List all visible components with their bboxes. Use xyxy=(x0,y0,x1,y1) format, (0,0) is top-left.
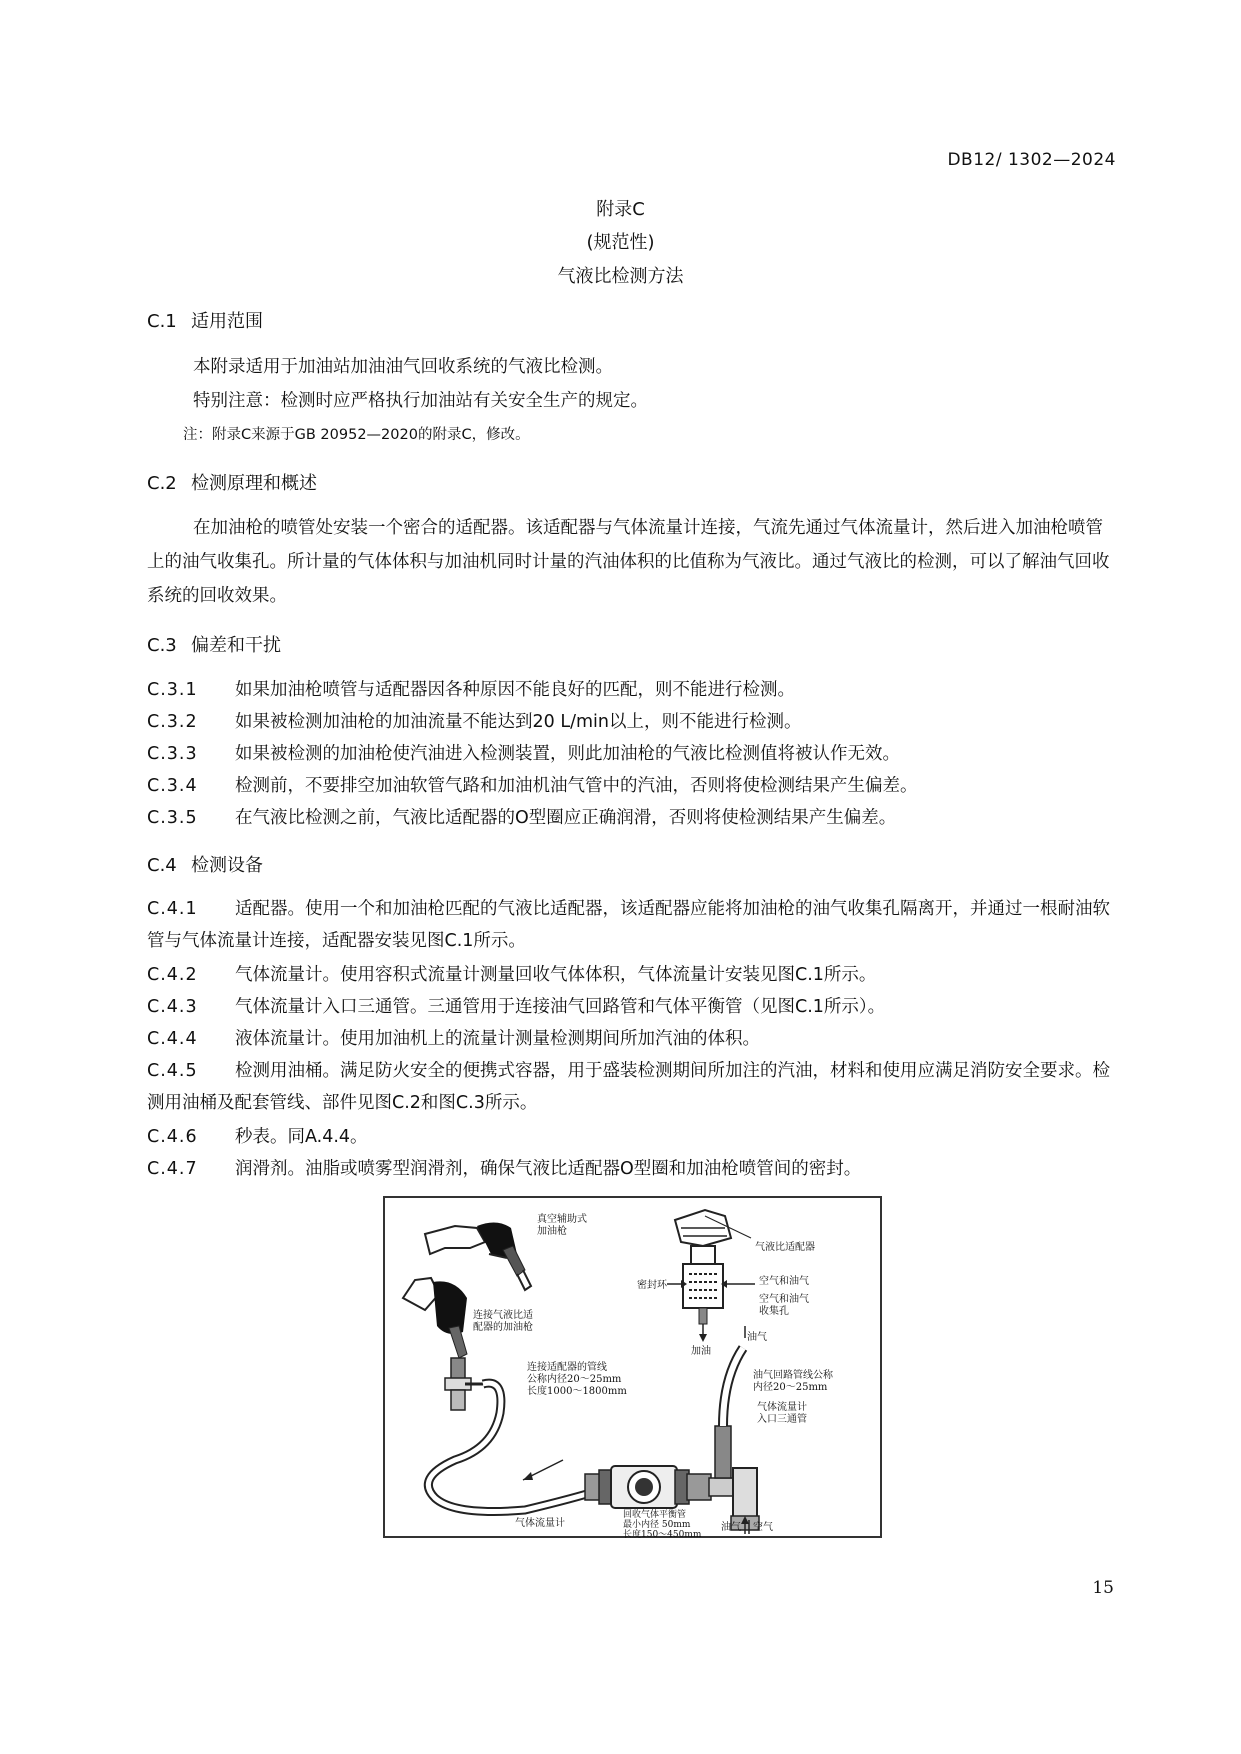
label-vacuum-nozzle: 真空辅助式 加油枪 xyxy=(537,1214,587,1237)
section-title: 检测原理和概述 xyxy=(191,473,317,494)
clause-text: 秒表。同A.4.4。 xyxy=(235,1127,368,1147)
appendix-title: 附录C xyxy=(596,199,645,220)
label-seal-ring: 密封环 xyxy=(637,1280,667,1291)
gas-flowmeter-illustration xyxy=(585,1326,759,1530)
section-c1-paragraph-2: 特别注意：检测时应严格执行加油站有关安全生产的规定。 xyxy=(193,391,648,411)
section-c2-heading xyxy=(147,469,317,495)
section-c1-note: 注：附录C来源于GB 20952—2020的附录C，修改。 xyxy=(183,427,530,443)
clause-number: C.3.1 xyxy=(147,680,198,700)
figure-c1-gas-liquid-ratio-setup xyxy=(383,1196,882,1538)
clause-text: 液体流量计。使用加油机上的流量计测量检测期间所加汽油的体积。 xyxy=(235,1029,760,1049)
clause-text: 如果被检测加油枪的加油流量不能达到20 L/min以上，则不能进行检测。 xyxy=(235,712,802,732)
clause-text: 气体流量计入口三通管。三通管用于连接油气回路管和气体平衡管（见图C.1所示）。 xyxy=(235,997,886,1017)
section-c1-paragraph-1: 本附录适用于加油站加油油气回收系统的气液比检测。 xyxy=(193,357,613,377)
clause-text: 在气液比检测之前，气液比适配器的O型圈应正确润滑，否则将使检测结果产生偏差。 xyxy=(235,808,897,828)
section-title: 适用范围 xyxy=(191,311,263,332)
clause-c4-2 xyxy=(147,959,1117,991)
clause-number: C.4.2 xyxy=(147,965,198,985)
section-title: 检测设备 xyxy=(191,855,263,876)
appendix-nature: (规范性) xyxy=(586,232,655,253)
clause-number: C.3.3 xyxy=(147,744,198,764)
clause-c4-4 xyxy=(147,1023,1117,1055)
clause-number: C.3.4 xyxy=(147,776,198,796)
clause-c3-4 xyxy=(147,770,1117,802)
clause-text: 检测用油桶。满足防火安全的便携式容器，用于盛装检测期间所加注的汽油，材料和使用应满足消防安全要求。检测用油桶及配套管线、部件见图C.2和图C.3所示。 xyxy=(147,1061,1110,1113)
label-flowmeter: 气体流量计 xyxy=(515,1518,565,1529)
label-fuel: 加油 xyxy=(691,1346,711,1357)
clause-c4-3 xyxy=(147,991,1117,1023)
clause-text: 适配器。使用一个和加油枪匹配的气液比适配器，该适配器应能将加油枪的油气收集孔隔离开，并通过一根耐油软管与气体流量计连接，适配器安装见图C.1所示。 xyxy=(147,899,1110,951)
label-collect-hole: 空气和油气 收集孔 xyxy=(759,1294,809,1317)
section-c3-heading xyxy=(147,631,281,657)
clause-text: 如果被检测的加油枪使汽油进入检测装置，则此加油枪的气液比检测值将被认作无效。 xyxy=(235,744,900,764)
label-tee: 气体流量计 入口三通管 xyxy=(757,1402,807,1425)
clause-number: C.4.6 xyxy=(147,1127,198,1147)
section-number: C.4 xyxy=(147,855,177,876)
adapter-detail-illustration xyxy=(667,1210,755,1342)
section-c4-heading xyxy=(147,851,263,877)
label-out-vapor: 油气 xyxy=(721,1522,741,1533)
vacuum-nozzle-illustration xyxy=(425,1222,531,1290)
section-number: C.1 xyxy=(147,311,177,332)
clause-number: C.4.1 xyxy=(147,899,198,919)
clause-text: 气体流量计。使用容积式流量计测量回收气体体积，气体流量计安装见图C.1所示。 xyxy=(235,965,877,985)
section-c2-paragraph: 在加油枪的喷管处安装一个密合的适配器。该适配器与气体流量计连接，气流先通过气体流量计，然后进入加油枪喷管上的油气收集孔。所计量的气体体积与加油机同时计量的汽油体积的比值称为气液比。通过气液比的检测，可以了解油气回收系统的回收效果。 xyxy=(147,518,1110,606)
clause-number: C.4.3 xyxy=(147,997,198,1017)
clause-c3-1 xyxy=(147,674,1117,706)
label-air-vapor: 空气和油气 xyxy=(759,1276,809,1287)
section-c1-heading xyxy=(147,307,263,333)
connected-nozzle-illustration xyxy=(403,1278,483,1410)
clause-c3-5 xyxy=(147,802,1117,834)
label-balance-pipe: 回收气体平衡管 最小内径 50mm 长度150～450mm xyxy=(623,1510,702,1540)
label-connected-nozzle: 连接气液比适 配器的加油枪 xyxy=(473,1310,533,1333)
clause-c3-3 xyxy=(147,738,1117,770)
clause-number: C.4.4 xyxy=(147,1029,198,1049)
clause-c4-7 xyxy=(147,1153,1117,1185)
appendix-name: 气液比检测方法 xyxy=(557,266,684,287)
clause-number: C.4.5 xyxy=(147,1061,198,1081)
clause-c4-5 xyxy=(147,1055,1117,1119)
section-title: 偏差和干扰 xyxy=(191,635,281,656)
clause-number: C.4.7 xyxy=(147,1159,198,1179)
page-number: 15 xyxy=(1092,1578,1114,1598)
clause-c4-6 xyxy=(147,1121,1117,1153)
section-number: C.3 xyxy=(147,635,177,656)
label-vapor-line: 油气回路管线公称 内径20～25mm xyxy=(753,1370,833,1393)
section-number: C.2 xyxy=(147,473,177,494)
clause-c4-1 xyxy=(147,893,1117,957)
clause-text: 检测前，不要排空加油软管气路和加油机油气管中的汽油，否则将使检测结果产生偏差。 xyxy=(235,776,918,796)
label-adapter: 气液比适配器 xyxy=(755,1242,815,1253)
clause-text: 润滑剂。油脂或喷雾型润滑剂，确保气液比适配器O型圈和加油枪喷管间的密封。 xyxy=(235,1159,862,1179)
label-vent: 油气 xyxy=(747,1332,767,1343)
clause-number: C.3.5 xyxy=(147,808,198,828)
clause-c3-2 xyxy=(147,706,1117,738)
label-out-air: 空气 xyxy=(753,1522,773,1533)
standard-number: DB12/ 1302—2024 xyxy=(947,150,1116,170)
clause-number: C.3.2 xyxy=(147,712,198,732)
label-hose: 连接适配器的管线 公称内径20～25mm 长度1000～1800mm xyxy=(527,1362,627,1397)
clause-text: 如果加油枪喷管与适配器因各种原因不能良好的匹配，则不能进行检测。 xyxy=(235,680,795,700)
